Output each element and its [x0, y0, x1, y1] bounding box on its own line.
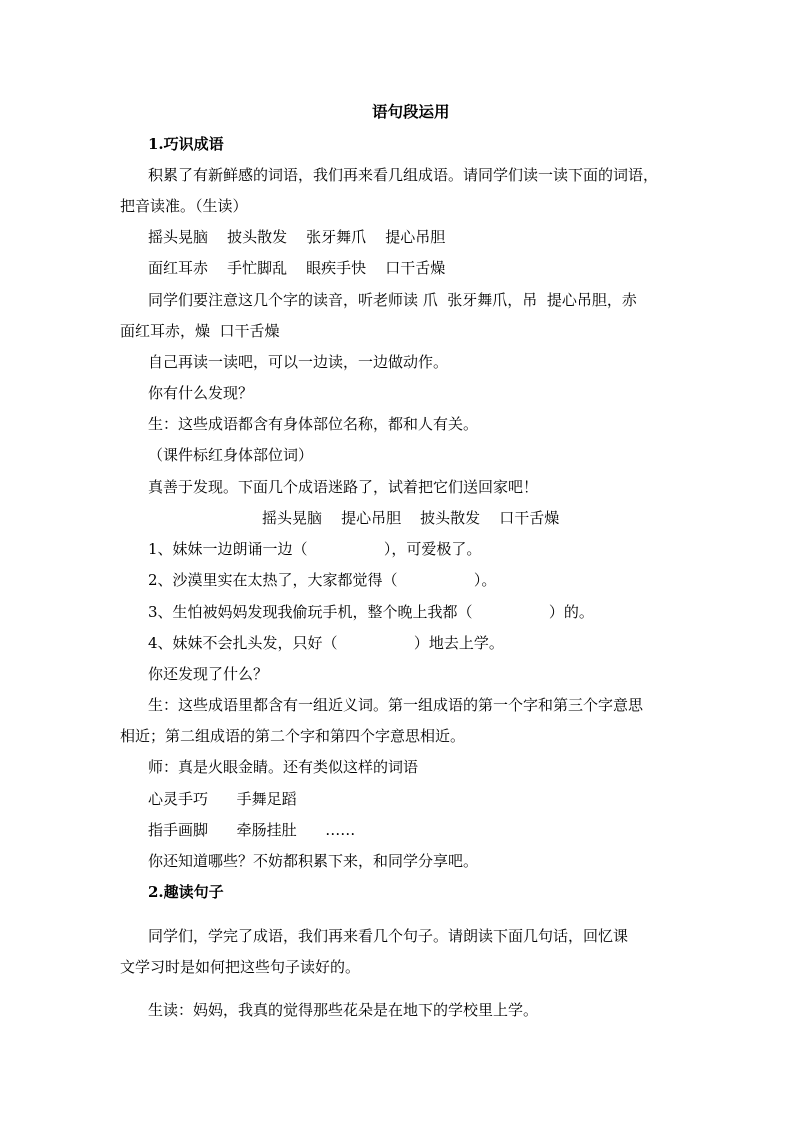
paragraph-line: 积累了有新鲜感的词语，我们再来看几组成语。请同学们读一读下面的词语， — [148, 166, 659, 184]
paragraph-line: 面红耳赤，燥 口干舌燥 — [120, 322, 280, 340]
similar-words-row: 心灵手巧 手舞足蹈 — [148, 790, 297, 808]
answer: 生：这些成语都含有身体部位名称，都和人有关。 — [148, 415, 479, 433]
section1-heading: 1.巧识成语 — [148, 135, 224, 153]
exercise-item: 4、妹妹不会扎头发，只好（ ）地去上学。 — [148, 634, 504, 652]
paragraph-line: 你还知道哪些？不妨都积累下来，和同学分享吧。 — [148, 852, 479, 870]
exercise-item: 3、生怕被妈妈发现我偷玩手机，整个晚上我都（ ）的。 — [148, 603, 594, 621]
exercise-item: 1、妹妹一边朗诵一边（ ），可爱极了。 — [148, 540, 482, 558]
paragraph-line: 把音读准。（生读） — [120, 197, 248, 215]
section2-heading: 2.趣读句子 — [148, 883, 224, 901]
answer: 生：这些成语里都含有一组近义词。第一组成语的第一个字和第三个字意思 — [148, 696, 644, 714]
note: （课件标红身体部位词） — [148, 446, 314, 464]
idioms-row: 面红耳赤 手忙脚乱 眼疾手快 口干舌燥 — [148, 259, 446, 277]
exercise-item: 2、沙漠里实在太热了，大家都觉得（ ）。 — [148, 571, 497, 589]
idiom-choices: 摇头晃脑 提心吊胆 披头散发 口干舌燥 — [262, 509, 560, 527]
paragraph-line: 真善于发现。下面几个成语迷路了，试着把它们送回家吧！ — [148, 478, 539, 496]
paragraph-line: 自己再读一读吧，可以一边读，一边做动作。 — [148, 353, 449, 371]
teacher-line: 师：真是火眼金睛。还有类似这样的词语 — [148, 758, 419, 776]
paragraph-line: 生读：妈妈，我真的觉得那些花朵是在地下的学校里上学。 — [148, 1001, 539, 1019]
idioms-row: 摇头晃脑 披头散发 张牙舞爪 提心吊胆 — [148, 228, 446, 246]
question: 你还发现了什么？ — [148, 665, 269, 683]
paragraph-line: 同学们，学完了成语，我们再来看几个句子。请朗读下面几句话，回忆课 — [148, 927, 629, 945]
paragraph-line: 同学们要注意这几个字的读音，听老师读 爪 张牙舞爪，吊 提心吊胆，赤 — [148, 291, 637, 309]
question: 你有什么发现？ — [148, 384, 254, 402]
similar-words-row: 指手画脚 牵肠挂肚 …… — [148, 821, 356, 839]
answer: 相近；第二组成语的第二个字和第四个字意思相近。 — [120, 727, 466, 745]
page-title: 语句段运用 — [372, 102, 450, 121]
paragraph-line: 文学习时是如何把这些句子读好的。 — [120, 958, 361, 976]
